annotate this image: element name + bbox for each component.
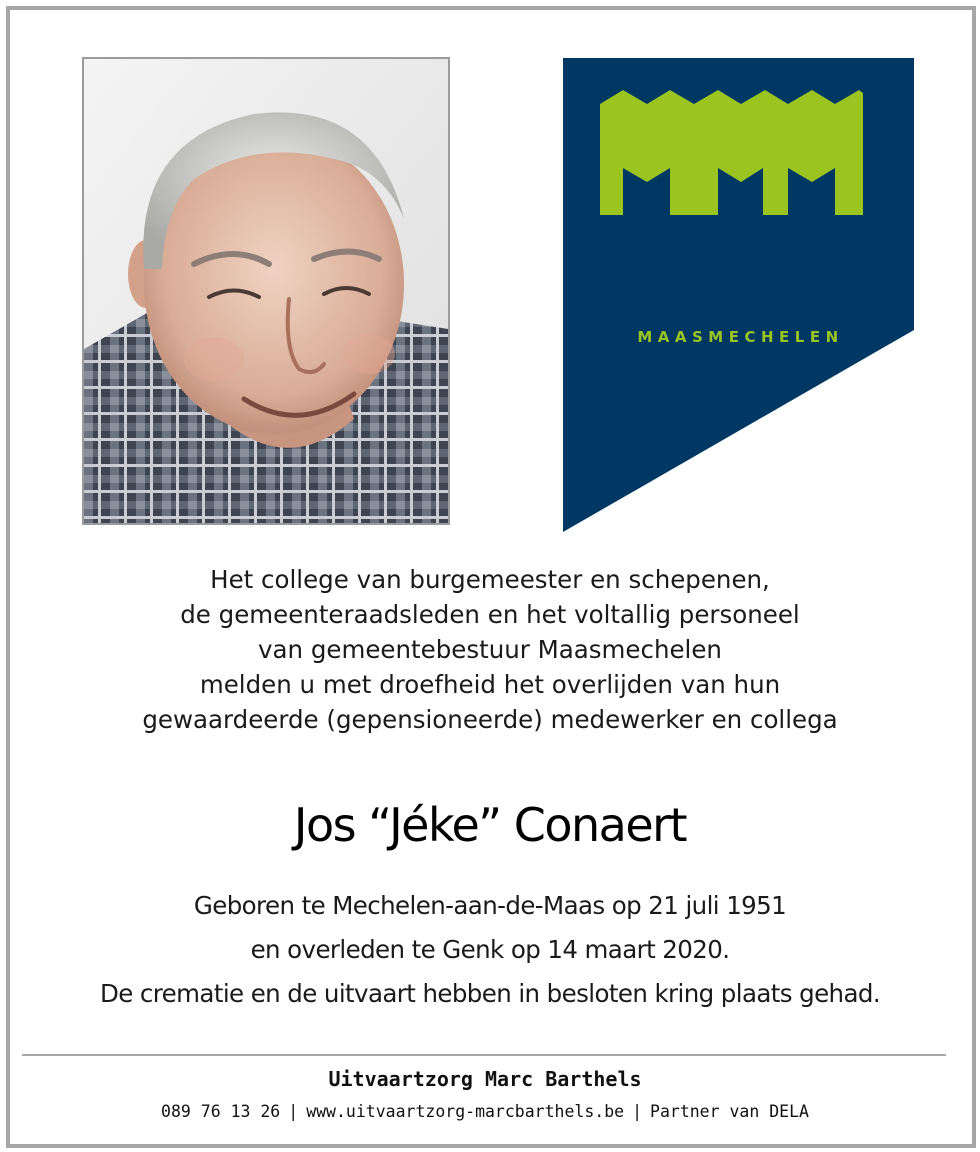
condolence-message bbox=[0, 562, 980, 737]
message-line: van gemeentebestuur Maasmechelen bbox=[258, 635, 722, 664]
logo-graphic bbox=[563, 58, 914, 532]
message-line: Het college van burgemeester en schepenen, bbox=[210, 565, 770, 594]
details-line: De crematie en de uitvaart hebben in besloten kring plaats gehad. bbox=[99, 979, 881, 1008]
separator: | bbox=[288, 1102, 299, 1121]
phone-number: 089 76 13 26 bbox=[161, 1102, 281, 1121]
funeral-home-name: Uitvaartzorg Marc Barthels bbox=[328, 1067, 642, 1091]
details-line: en overleden te Genk op 14 maart 2020. bbox=[250, 935, 730, 964]
partner-text: Partner van DELA bbox=[650, 1102, 809, 1121]
separator: | bbox=[632, 1102, 643, 1121]
message-line: gewaardeerde (gepensioneerde) medewerker en collega bbox=[142, 705, 838, 734]
deceased-name: Jos “Jéke” Conaert bbox=[293, 798, 687, 852]
portrait-illustration bbox=[84, 59, 448, 523]
website-link[interactable]: www.uitvaartzorg-marcbarthels.be bbox=[306, 1102, 625, 1121]
life-details bbox=[0, 884, 980, 1016]
message-line: melden u met droefheid het overlijden van hun bbox=[199, 670, 781, 699]
details-line: Geboren te Mechelen-aan-de-Maas op 21 juli 1951 bbox=[193, 891, 787, 920]
message-line: de gemeenteraadsleden en het voltallig personeel bbox=[180, 600, 800, 629]
funeral-home-contact bbox=[0, 1098, 970, 1126]
logo-wordmark: MAASMECHELEN bbox=[637, 328, 844, 346]
maasmechelen-logo bbox=[563, 58, 914, 532]
portrait-photo bbox=[82, 57, 450, 525]
footer-divider bbox=[22, 1054, 946, 1056]
